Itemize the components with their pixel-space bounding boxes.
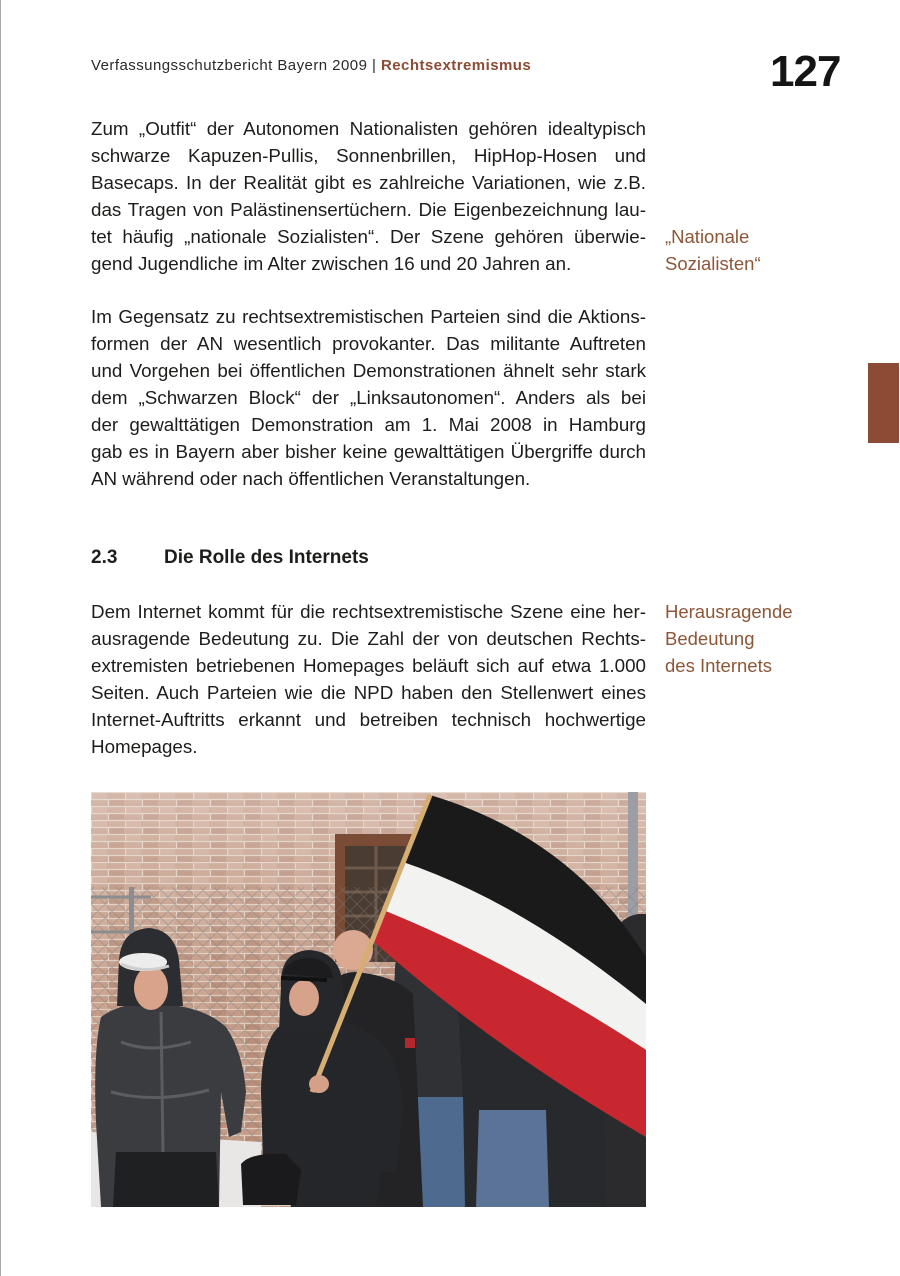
paragraph-internet — [91, 598, 646, 760]
margin-note-line: Sozialisten“ — [665, 253, 761, 274]
text-line: Seiten. Auch Parteien wie die NPD haben den Stellenwert eines — [91, 682, 646, 703]
text-line: Internet-Auftritts erkannt und betreiben technisch hochwertige — [91, 709, 646, 730]
margin-note-bedeutung-internet — [665, 598, 793, 679]
margin-note-line: des Internets — [665, 655, 772, 676]
margin-note-line: Herausragende — [665, 601, 793, 622]
section-name: Rechtsextremismus — [380, 57, 532, 74]
text-line: und Vorgehen bei öffentlichen Demonstrationen ähnelt sehr stark — [91, 360, 646, 381]
text-line: Homepages. — [91, 736, 198, 757]
text-line: extremisten betriebenen Homepages beläuft sich auf etwa 1.000 — [91, 655, 646, 676]
running-header — [91, 57, 531, 75]
margin-note-nationale-sozialisten — [665, 223, 761, 277]
text-line: schwarze Kapuzen-Pullis, Sonnenbrillen, HipHop-Hosen und — [91, 145, 646, 166]
text-line: tet häufig „nationale Sozialisten“. Der Szene gehören überwie- — [91, 226, 646, 247]
paragraph-outfit — [91, 115, 646, 277]
section-title: Die Rolle des Internets — [164, 547, 369, 568]
paragraph-aktionsformen — [91, 303, 646, 492]
photo-frame — [91, 792, 646, 1207]
text-line: dem „Schwarzen Block“ der „Linksautonomen“. Anders als bei — [91, 387, 646, 408]
text-line: Basecaps. In der Realität gibt es zahlreiche Variationen, wie z.B. — [91, 172, 646, 193]
text-line: Dem Internet kommt für die rechtsextremistische Szene eine her- — [91, 601, 646, 622]
margin-note-line: „Nationale — [665, 226, 750, 247]
text-line: gend Jugendliche im Alter zwischen 16 und 20 Jahren an. — [91, 253, 572, 274]
text-line: Zum „Outfit“ der Autonomen Nationalisten gehören idealtypisch — [91, 118, 646, 139]
text-line: der gewalttätigen Demonstration am 1. Mai 2008 in Hamburg — [91, 414, 646, 435]
section-number: 2.3 — [91, 547, 118, 568]
page-edge-line — [0, 0, 1, 1276]
photo-demonstration — [91, 792, 646, 1207]
chapter-tab-marker — [868, 363, 899, 443]
text-line: Im Gegensatz zu rechtsextremistischen Parteien sind die Aktions- — [91, 306, 646, 327]
report-title: Verfassungsschutzbericht Bayern 2009 — [91, 57, 368, 74]
text-line: ausragende Bedeutung zu. Die Zahl der von deutschen Rechts- — [91, 628, 646, 649]
text-line: formen der AN wesentlich provokanter. Das militante Auftreten — [91, 333, 646, 354]
section-heading — [91, 544, 646, 571]
text-line: gab es in Bayern aber bisher keine gewalttätigen Übergriffe durch — [91, 441, 646, 462]
text-line: das Tragen von Palästinensertüchern. Die Eigenbezeichnung lau- — [91, 199, 646, 220]
text-line: AN während oder nach öffentlichen Veranstaltungen. — [91, 468, 531, 489]
header-separator: | — [371, 57, 377, 74]
margin-note-line: Bedeutung — [665, 628, 755, 649]
page-number: 127 — [770, 47, 841, 96]
hand — [309, 1075, 329, 1093]
